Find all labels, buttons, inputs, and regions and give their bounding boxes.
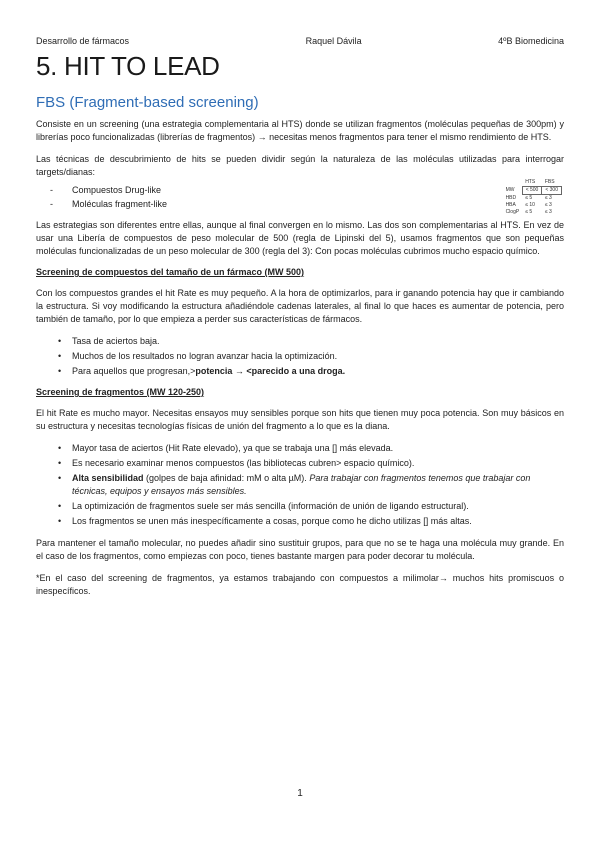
document-page [36, 36, 564, 607]
targets-block [36, 179, 564, 215]
table-cell: ≤ 3 [544, 209, 552, 215]
bullet-list [58, 335, 564, 378]
list-item: • Muchos de los resultados no logran avanzar hacia la optimización. [58, 350, 564, 363]
paragraph: Para mantener el tamaño molecular, no puedes añadir sino sustituir grupos, para que no se te haga una molécula muy grande. En el caso de los fragmentos, como empiezas con poco, tienes bastante margen para poder decorar tu molécula. [36, 538, 564, 561]
page-title: 5. HIT TO LEAD [36, 51, 220, 81]
list-item-bold: potencia → <parecido a una droga. [195, 366, 346, 376]
bullet-list [58, 442, 564, 528]
list-item-text: Para aquellos que progresan,> [72, 366, 196, 376]
list-item: • La optimización de fragmentos suele ser más sencilla (información de unión de ligando estructural). [58, 500, 564, 513]
table-cell: MW [505, 187, 515, 193]
section-heading-drug-size: Screening de compuestos del tamaño de un fármaco (MW 500) [36, 267, 305, 277]
page-header [36, 36, 564, 46]
rule-comparison-table [503, 179, 562, 216]
list-item: - Compuestos Drug-like [50, 183, 564, 197]
paragraph: El hit Rate es mucho mayor. Necesitas ensayos muy sensibles porque son hits que tienen muy poca potencia. Son muy básicos en su estructura y necesitas tecnologías físicas de unión del fragmento a lo que es la diana. [36, 408, 564, 431]
table-header: FBS [544, 179, 555, 185]
page-number: 1 [297, 788, 303, 799]
table-cell: ≤ 3 [544, 195, 552, 201]
list-item: • Tasa de aciertos baja. [58, 335, 564, 348]
paragraph: Las técnicas de descubrimiento de hits se pueden dividir según la naturaleza de las moléculas utilizadas para interrogar targets/dianas: [36, 154, 564, 177]
table-header [503, 179, 523, 187]
paragraph: Con los compuestos grandes el hit Rate es muy pequeño. A la hora de optimizarlos, para ir ganando potencia hay que ir cambiando la estructura. Si voy modificando la estructura añadiéndole cadenas laterales, al final lo que haces es aumentar de potencia, pero también de tamaño, por lo que empieza a perder sus características de fármacos. [36, 288, 564, 324]
table-cell: ≤ 3 [544, 202, 552, 208]
table-cell: ≤ 5 [525, 209, 533, 215]
list-item-bold: Alta sensibilidad [72, 473, 144, 483]
list-item: • Mayor tasa de aciertos (Hit Rate elevado), ya que se trabaja una [] más elevada. [58, 442, 564, 455]
list-item: • Los fragmentos se unen más inespecíficamente a cosas, porque como he dicho utilizas [] más altas. [58, 515, 564, 528]
header-course: Desarrollo de fármacos [36, 36, 130, 46]
header-author: Raquel Dávila [305, 36, 362, 46]
paragraph: Consiste en un screening (una estrategia complementaria al HTS) donde se utilizan fragmentos (moléculas pequeñas de 300pm) y librerías poco funcionalizadas (librerías de fragmentos) → necesitas menos fragmentos para tener el mismo rendimiento de HTS. [36, 119, 564, 142]
table-cell: ≤ 5 [525, 195, 533, 201]
table-cell: < 500 [522, 187, 542, 195]
list-item [58, 365, 564, 378]
list-item: - Moléculas fragment-like [50, 197, 564, 211]
paragraph: *En el caso del screening de fragmentos, ya estamos trabajando con compuestos a milimolar→ muchos hits promiscuos o inespecíficos. [36, 573, 564, 596]
table-cell: HBD [505, 194, 517, 201]
paragraph: Las estrategias son diferentes entre ellas, aunque al final convergen en lo mismo. Las dos son complementarias al HTS. En vez de usar una Libería de compuestos de peso molecular de 500 (regla de Lipinski del 5), usamos fragmentos que son pequeñas moléculas funcionalizadas de un peso molecular de 300 (regla del 3): Con pocas moléculas cubrimos mucho espacio químico. [36, 220, 564, 256]
table-cell: ClogP [505, 209, 520, 215]
list-item-italic: Para trabajar con fragmentos tenemos que trabajar con técnicas, equipos y ensayos más sensibles. [72, 473, 531, 496]
list-item: • Es necesario examinar menos compuestos (las bibliotecas cubren> espacio químico). [58, 457, 564, 470]
table-header: HTS [525, 179, 536, 185]
table-cell: < 300 [542, 187, 562, 195]
section-heading-fbs: FBS (Fragment-based screening) [36, 94, 259, 111]
section-heading-fragments: Screening de fragmentos (MW 120-250) [36, 387, 205, 397]
table-cell: HBA [505, 202, 516, 208]
targets-list [50, 183, 564, 211]
table-cell: ≤ 10 [525, 202, 535, 208]
list-item-text: (golpes de baja afinidad: mM o alta µM). [143, 473, 310, 483]
header-degree: 4ºB Biomedicina [498, 36, 564, 46]
list-item [58, 472, 564, 498]
